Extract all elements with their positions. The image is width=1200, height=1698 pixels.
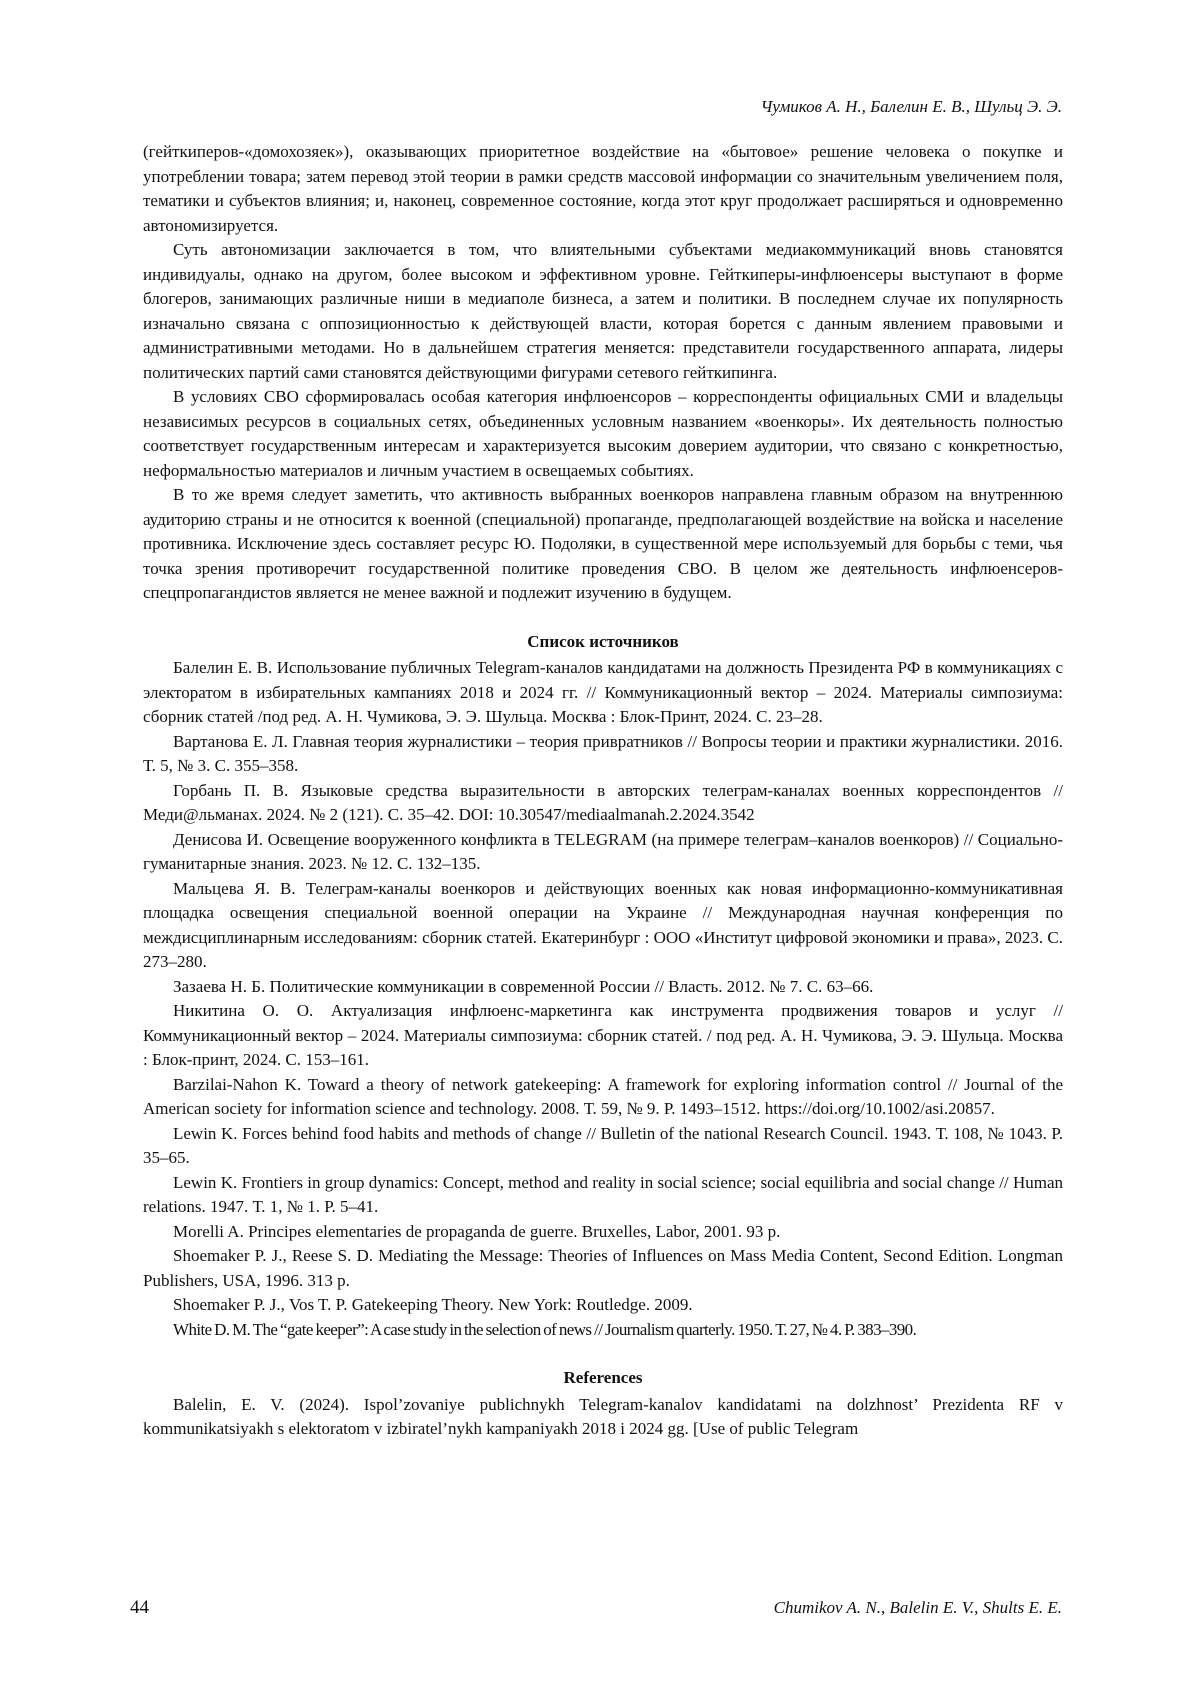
source-item: Вартанова Е. Л. Главная теория журналистики – теория привратников // Вопросы теории и практики журналистики. 2016. Т. 5, № 3. С. 355–358.: [143, 731, 1063, 775]
source-item: Shoemaker P. J., Vos T. P. Gatekeeping Theory. New York: Routledge. 2009.: [173, 1295, 693, 1314]
body-paragraph: Суть автономизации заключается в том, что влиятельными субъектами медиакоммуникаций вновь становятся индивидуалы, однако на другом, более высоком и эффективном уровне. Гейткиперы-инфлюенсеры выступают в форме блогеров, занимающих различные ниши в медиаполе бизнеса, а затем и политики. В последнем случае их популярность изначально связана с оппозиционностью к действующей власти, которая борется с данным явлением правовыми и административными методами. Но в дальнейшем стратегия меняется: представители государственного аппарата, лидеры политических партий сами становятся действующими фигурами сетевого гейткипинга.: [143, 240, 1063, 382]
references-list: [143, 1393, 1063, 1442]
source-item: Lewin K. Forces behind food habits and methods of change // Bulletin of the national Research Council. 1943. Т. 108, № 1043. Р. 35–65.: [143, 1123, 1063, 1167]
source-item: Shoemaker P. J., Reese S. D. Mediating the Message: Theories of Influences on Mass Media Content, Second Edition. Longman Publishers, USA, 1996. 313 p.: [143, 1246, 1063, 1290]
main-content: [143, 140, 1063, 1442]
body-paragraph: В условиях СВО сформировалась особая категория инфлюенсоров – корреспонденты официальных СМИ и владельцы независимых ресурсов в социальных сетях, объединенных условным названием «военкоры». Их деятельность полностью соответствует государственным интересам и характеризуется высоким доверием аудитории, что связано с конкретностью, неформальностью материалов и личным участием в освещаемых событиях.: [143, 387, 1063, 480]
body-paragraph: В то же время следует заметить, что активность выбранных военкоров направлена главным образом на внутреннюю аудиторию страны и не относится к военной (специальной) пропаганде, предполагающей воздействие на войска и население противника. Исключение здесь составляет ресурс Ю. Подоляки, в существенной мере используемый для борьбы с теми, чья точка зрения противоречит государственной политике проведения СВО. В целом же деятельность инфлюенсеров-спецпропагандистов является не менее важной и подлежит изучению в будущем.: [143, 485, 1063, 602]
references-heading: References: [563, 1368, 643, 1387]
source-item: Балелин Е. В. Использование публичных Telegram-каналов кандидатами на должность Президента РФ в коммуникациях с электоратом в избирательных кампаниях 2018 и 2024 гг. // Коммуникационный вектор – 2024. Материалы симпозиума: сборник статей /под ред. А. Н. Чумикова, Э. Э. Шульца. Москва : Блок-Принт, 2024. С. 23–28.: [143, 658, 1063, 726]
source-item: Денисова И. Освещение вооруженного конфликта в TELEGRAM (на примере телеграм–каналов военкоров) // Социально-гуманитарные знания. 2023. № 12. С. 132–135.: [143, 829, 1063, 873]
source-item: Morelli A. Principes elementaries de propaganda de guerre. Bruxelles, Labor, 2001. 93 p.: [173, 1221, 781, 1241]
sources-heading: Список источников: [527, 631, 679, 651]
sources-list: [143, 656, 1063, 1342]
source-item: Lewin K. Frontiers in group dynamics: Concept, method and reality in social science; social equilibria and social change // Human relations. 1947. Т. 1, № 1. Р. 5–41.: [143, 1172, 1063, 1216]
source-item: Никитина О. О. Актуализация инфлюенс-маркетинга как инструмента продвижения товаров и услуг // Коммуникационный вектор – 2024. Материалы симпозиума: сборник статей. / под ред. А. Н. Чумикова, Э. Э. Шульца. Москва : Блок-принт, 2024. С. 153–161.: [143, 1001, 1063, 1069]
source-item: White D. M. The “gate keeper”: A case study in the selection of news // Journalism quarterly. 1950. Т. 27, № 4. Р. 383–390.: [173, 1319, 917, 1339]
body-paragraph: (гейткиперов-«домохозяек»), оказывающих приоритетное воздействие на «бытовое» решение человека о покупке и употреблении товара; затем перевод этой теории в рамки средств массовой информации со значительным увеличением поля, тематики и субъектов влияния; и, наконец, современное состояние, когда этот круг продолжает расширяться и одновременно автономизируется.: [143, 142, 1063, 235]
source-item: Зазаева Н. Б. Политические коммуникации в современной России // Власть. 2012. № 7. С. 63–66.: [173, 976, 874, 996]
source-item: Мальцева Я. В. Телеграм-каналы военкоров и действующих военных как новая информационно-коммуникативная площадка освещения специальной военной операции на Украине // Международная научная конференция по междисциплинарным исследованиям: сборник статей. Екатеринбург : ООО «Институт цифровой экономики и права», 2023. С. 273–280.: [143, 878, 1063, 971]
page-number: 44: [130, 1597, 149, 1618]
source-item: Barzilai-Nahon K. Toward a theory of network gatekeeping: A framework for exploring information control // Journal of the American society for information science and technology. 2008. Т. 59, № 9. Р. 1493–1512. https://doi.org/10.1002/asi.20857.: [143, 1074, 1063, 1118]
source-item: Горбань П. В. Языковые средства выразительности в авторских телеграм-каналах военных корреспондентов // Меди@льманах. 2024. № 2 (121). С. 35–42. DOI: 10.30547/mediaalmanah.2.2024.3542: [143, 780, 1063, 824]
reference-item: Balelin, E. V. (2024). Ispol’zovaniye publichnykh Telegram-kanalov kandidatami na dolzhnost’ Prezidenta RF v kommunikatsiyakh s elektoratom v izbiratel’nykh kampaniyakh 2018 i 2024 gg. [Use of public Telegram: [143, 1394, 1063, 1438]
body-text: [143, 140, 1063, 606]
running-foot: Chumikov A. N., Balelin E. V., Shults E. E.: [773, 1598, 1062, 1617]
running-head: Чумиков А. Н., Балелин Е. В., Шульц Э. Э.: [760, 97, 1062, 116]
